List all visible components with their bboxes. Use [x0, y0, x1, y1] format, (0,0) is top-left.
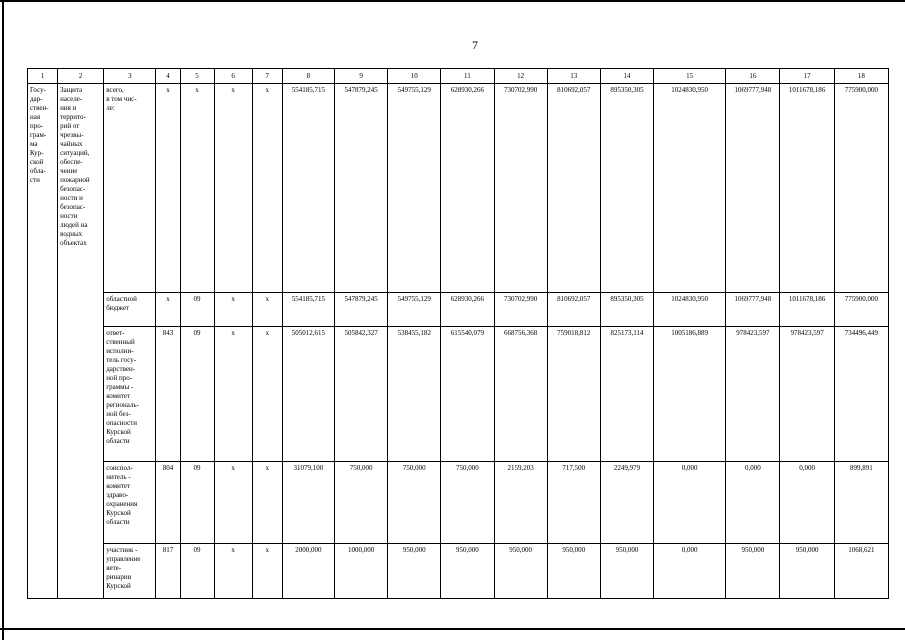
- value-cell: 895350,305: [600, 84, 653, 293]
- value-cell: 750,000: [335, 462, 388, 544]
- value-cell: 09: [180, 293, 214, 327]
- header-cell: 13: [547, 69, 600, 84]
- value-cell: 554185,715: [282, 293, 334, 327]
- header-cell: 12: [494, 69, 547, 84]
- value-cell: 0,000: [780, 462, 834, 544]
- value-cell: 895350,305: [600, 293, 653, 327]
- value-cell: 775900,000: [834, 84, 888, 293]
- value-cell: 09: [180, 462, 214, 544]
- value-cell: 775900,000: [834, 293, 888, 327]
- header-cell: 1: [28, 69, 58, 84]
- value-cell: 899,891: [834, 462, 888, 544]
- value-cell: 1069777,948: [726, 84, 780, 293]
- value-cell: 1024830,950: [654, 293, 726, 327]
- page-top-border: [0, 0, 905, 2]
- value-cell: 825173,114: [600, 327, 653, 462]
- value-cell: 978423,597: [726, 327, 780, 462]
- value-cell: 2000,000: [282, 544, 334, 599]
- value-cell: 1011678,186: [780, 84, 834, 293]
- header-row: [28, 69, 889, 84]
- row-label-cell: участник - управление вете- ринарии Курской: [104, 544, 156, 599]
- header-cell: 3: [104, 69, 156, 84]
- value-cell: 1024830,950: [654, 84, 726, 293]
- value-cell: х: [180, 84, 214, 293]
- header-cell: 10: [388, 69, 441, 84]
- row-label-cell: областной бюджет: [104, 293, 156, 327]
- value-cell: х: [252, 84, 282, 293]
- value-cell: х: [214, 544, 252, 599]
- value-cell: 817: [156, 544, 180, 599]
- header-cell: 18: [834, 69, 888, 84]
- page-left-border: [2, 0, 4, 640]
- row-label-cell: всего, в том чис- ле:: [104, 84, 156, 293]
- value-cell: 2249,979: [600, 462, 653, 544]
- value-cell: х: [214, 462, 252, 544]
- value-cell: 843: [156, 327, 180, 462]
- table-row: [28, 293, 889, 327]
- value-cell: 950,000: [600, 544, 653, 599]
- value-cell: 717,500: [547, 462, 600, 544]
- value-cell: 0,000: [654, 462, 726, 544]
- value-cell: 0,000: [726, 462, 780, 544]
- header-cell: 4: [156, 69, 180, 84]
- value-cell: 1011678,186: [780, 293, 834, 327]
- header-cell: 9: [335, 69, 388, 84]
- value-cell: 0,000: [654, 544, 726, 599]
- value-cell: 730702,990: [494, 84, 547, 293]
- value-cell: х: [252, 462, 282, 544]
- value-cell: 950,000: [547, 544, 600, 599]
- value-cell: 730702,990: [494, 293, 547, 327]
- value-cell: х: [214, 327, 252, 462]
- table-row: [28, 327, 889, 462]
- row-label-cell: соиспол- нитель - комитет здраво- охранения Курской области: [104, 462, 156, 544]
- budget-table: [27, 68, 889, 599]
- value-cell: 978423,597: [780, 327, 834, 462]
- value-cell: х: [252, 293, 282, 327]
- table-row: [28, 84, 889, 293]
- value-cell: 505012,615: [282, 327, 334, 462]
- value-cell: 1068,621: [834, 544, 888, 599]
- value-cell: х: [156, 84, 180, 293]
- header-cell: 15: [654, 69, 726, 84]
- value-cell: 810692,057: [547, 84, 600, 293]
- header-cell: 16: [726, 69, 780, 84]
- value-cell: 950,000: [388, 544, 441, 599]
- page-number: 7: [472, 38, 478, 52]
- header-cell: 6: [214, 69, 252, 84]
- value-cell: х: [252, 327, 282, 462]
- value-cell: 547879,245: [335, 293, 388, 327]
- header-cell: 2: [58, 69, 104, 84]
- value-cell: 750,000: [388, 462, 441, 544]
- table-row: [28, 544, 889, 599]
- header-cell: 11: [441, 69, 494, 84]
- value-cell: х: [214, 84, 252, 293]
- value-cell: 554185,715: [282, 84, 334, 293]
- value-cell: 31079,100: [282, 462, 334, 544]
- value-cell: 759018,812: [547, 327, 600, 462]
- value-cell: 549755,129: [388, 84, 441, 293]
- value-cell: 628930,266: [441, 84, 494, 293]
- header-cell: 7: [252, 69, 282, 84]
- header-cell: 14: [600, 69, 653, 84]
- value-cell: 668756,368: [494, 327, 547, 462]
- value-cell: 1000,000: [335, 544, 388, 599]
- table-row: [28, 462, 889, 544]
- value-cell: 09: [180, 327, 214, 462]
- program-name-cell: Защита населе- ния и террито- рий от чрезвы- чайных ситуаций, обеспе- чение пожарной безопас- ности и безопас- ности людей на водных объектах: [58, 84, 104, 599]
- value-cell: 1069777,948: [726, 293, 780, 327]
- program-status-cell: Госу- дар- ствен- ная про- грам- ма Кур- ской обла- сти: [28, 84, 58, 599]
- header-cell: 17: [780, 69, 834, 84]
- value-cell: 628930,266: [441, 293, 494, 327]
- page-bottom-border: [0, 628, 905, 630]
- value-cell: 950,000: [726, 544, 780, 599]
- value-cell: 950,000: [441, 544, 494, 599]
- value-cell: 549755,129: [388, 293, 441, 327]
- value-cell: 810692,057: [547, 293, 600, 327]
- value-cell: х: [214, 293, 252, 327]
- value-cell: 09: [180, 544, 214, 599]
- header-cell: 5: [180, 69, 214, 84]
- value-cell: 538455,182: [388, 327, 441, 462]
- value-cell: 1005186,889: [654, 327, 726, 462]
- value-cell: х: [252, 544, 282, 599]
- value-cell: 505842,327: [335, 327, 388, 462]
- value-cell: 2159,203: [494, 462, 547, 544]
- value-cell: 950,000: [780, 544, 834, 599]
- header-cell: 8: [282, 69, 334, 84]
- value-cell: х: [156, 293, 180, 327]
- value-cell: 950,000: [494, 544, 547, 599]
- value-cell: 750,000: [441, 462, 494, 544]
- value-cell: 547879,245: [335, 84, 388, 293]
- row-label-cell: ответ- ственный исполни- тель госу- дарствен- ной про- граммы - комитет региональ- ной без- опасности Курской области: [104, 327, 156, 462]
- value-cell: 734496,449: [834, 327, 888, 462]
- value-cell: 615540,079: [441, 327, 494, 462]
- value-cell: 804: [156, 462, 180, 544]
